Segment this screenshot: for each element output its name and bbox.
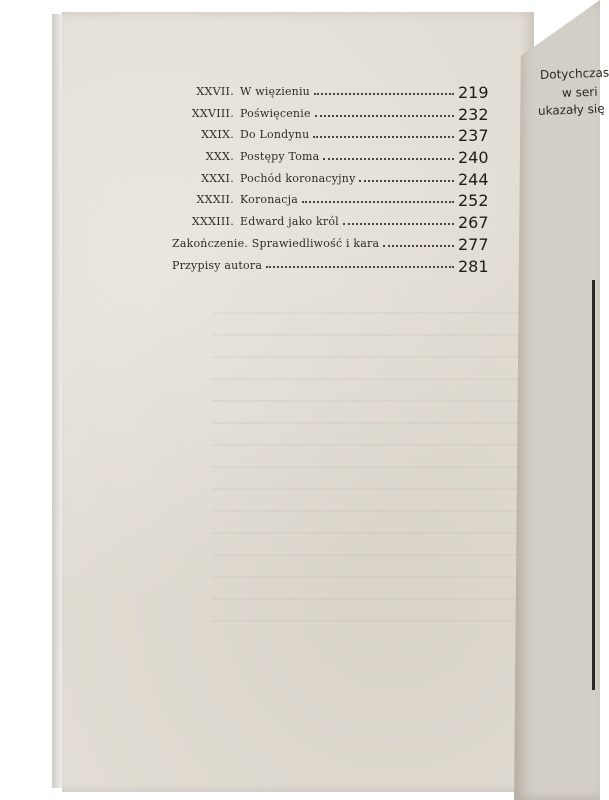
page-number: 267 [458, 213, 489, 233]
chapter-title: Postępy Toma [240, 150, 320, 164]
toc-entry [172, 123, 489, 146]
chapter-number: XXIX. [201, 128, 234, 142]
dot-leader [359, 180, 454, 182]
page-number: 219 [458, 83, 489, 102]
chapter-number: XXXII. [196, 193, 234, 207]
chapter-title: Koronacja [240, 193, 298, 207]
chapter-title: Edward jako król [240, 215, 339, 229]
chapter-title: Do Londynu [240, 128, 310, 142]
chapter-number: XXVIII. [191, 106, 234, 120]
toc-entry [172, 188, 489, 211]
page-number: 237 [458, 126, 489, 146]
chapter-number: XXX. [205, 150, 234, 164]
toc-entry [172, 232, 489, 254]
page-number: 244 [458, 169, 489, 189]
toc-entry [172, 167, 489, 189]
right-page-edge [592, 280, 595, 690]
page-number: 240 [458, 148, 489, 168]
dot-leader [313, 136, 454, 138]
page-number: 277 [458, 234, 489, 254]
right-page-text-line: w seri [561, 84, 598, 100]
dot-leader [383, 245, 454, 247]
right-page [514, 0, 600, 800]
right-page-text-line: Dotychczas [539, 65, 609, 82]
chapter-title: Przypisy autora [172, 258, 263, 272]
dot-leader [323, 158, 454, 160]
chapter-number: XXVII. [196, 85, 234, 98]
toc-entry [172, 102, 489, 124]
chapter-number: XXXIII. [191, 215, 234, 229]
dot-leader [266, 266, 454, 268]
bleed-through-texture [212, 312, 542, 642]
chapter-title: Pochód koronacyjny [240, 171, 356, 185]
page-number: 281 [458, 256, 489, 276]
dot-leader [314, 93, 454, 95]
chapter-number: XXXI. [201, 171, 234, 185]
chapter-title: Poświęcenie [240, 106, 311, 120]
dot-leader [302, 201, 454, 203]
toc-entry [172, 145, 489, 168]
toc-entry [172, 254, 489, 276]
page-number: 232 [458, 104, 489, 124]
chapter-title: Zakończenie. Sprawiedliwość i kara [172, 236, 380, 250]
dot-leader [343, 223, 454, 225]
right-page-text-line: ukazały się [537, 101, 605, 118]
dot-leader [315, 115, 454, 117]
chapter-title: W więzieniu [240, 85, 310, 98]
toc-entry [172, 210, 489, 233]
page-number: 252 [458, 191, 489, 211]
toc-entry [172, 80, 489, 102]
table-of-contents [172, 80, 489, 276]
